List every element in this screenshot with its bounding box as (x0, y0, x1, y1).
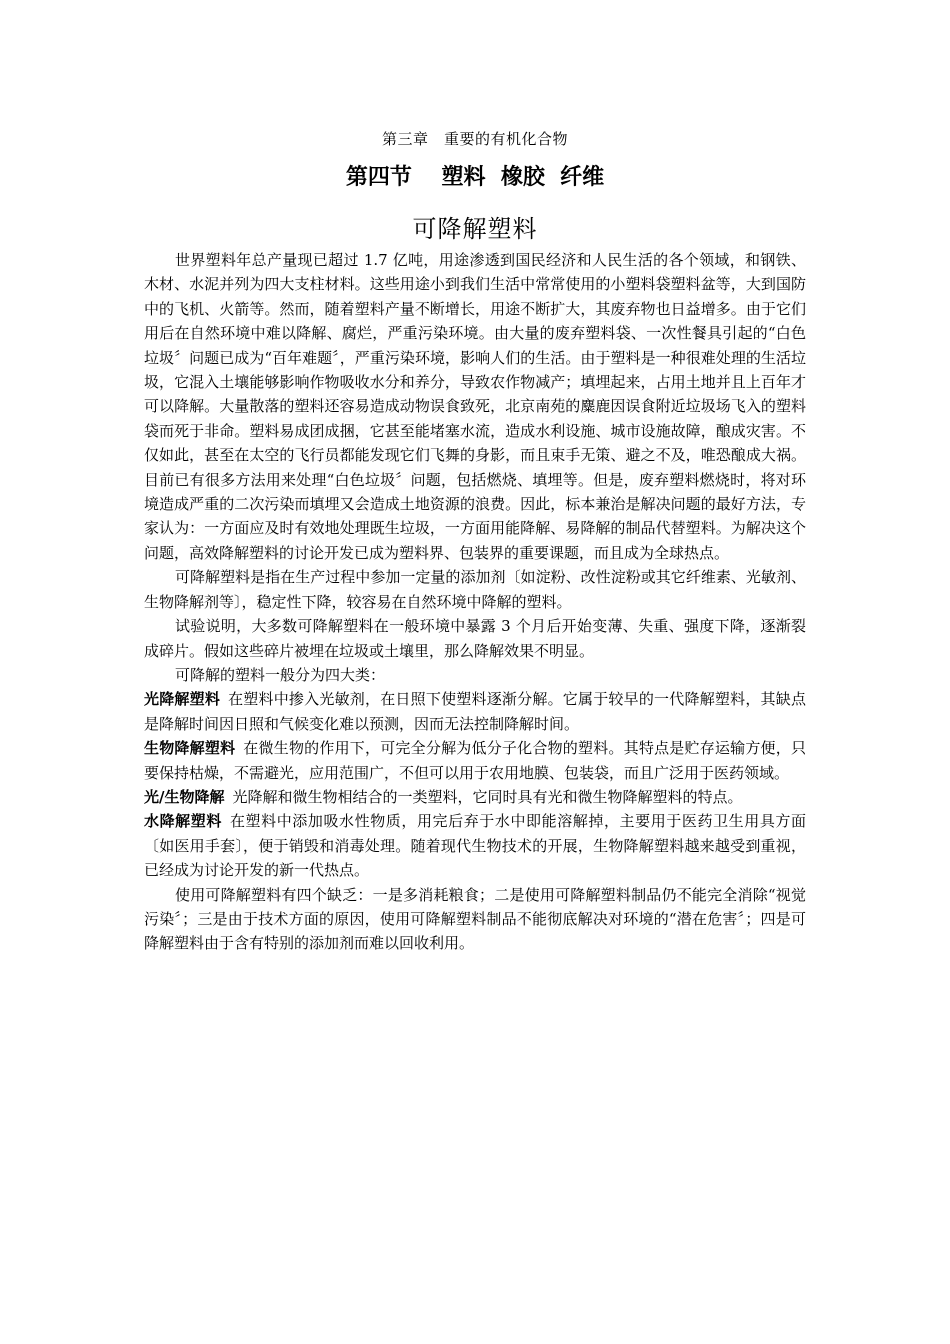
category-term: 水降解塑料 (144, 812, 222, 831)
category-water-degradable (144, 809, 806, 882)
categories-intro-paragraph: 可降解的塑料一般分为四大类： (175, 665, 386, 684)
category-photo-bio-degradable (144, 785, 806, 809)
article-body (144, 248, 806, 956)
chapter-heading: 第三章 重要的有机化合物 (381, 130, 568, 148)
category-text: 在塑料中添加吸水性物质，用完后弃于水中即能溶解掉，主要用于医药卫生用具方面〔如医用手套〕，便于销毁和消毒处理。随着现代生物技术的开展，生物降解塑料越来越受到重视，已经成为讨论开发的新一代热点。 (144, 812, 806, 880)
article-title: 可降解塑料 (412, 215, 538, 243)
intro-paragraph: 世界塑料年总产量现已超过 1.7 亿吨，用途渗透到国民经济和人民生活的各个领域，和钢铁、木材、水泥并列为四大支柱材料。这些用途小到我们生活中常常使用的小塑料袋塑料盆等，大到国防中的飞机、火箭等。然而，随着塑料产量不断增长，用途不断扩大，其废弃物也日益增多。由于它们用后在自然环境中难以降解、腐烂，严重污染环境。由大量的废弃塑料袋、一次性餐具引起的“白色垃圾〞问题已成为“百年难题〞，严重污染环境，影响人们的生活。由于塑料是一种很难处理的生活垃圾，它混入土壤能够影响作物吸收水分和养分，导致农作物减产；填埋起来，占用土地并且上百年才可以降解。大量散落的塑料还容易造成动物误食致死，北京南苑的麋鹿因误食附近垃圾场飞入的塑料袋而死于非命。塑料易成团成捆，它甚至能堵塞水流，造成水利设施、城市设施故障，酿成灾害。不仅如此，甚至在太空的飞行员都能发现它们飞舞的身影，而且束手无策、避之不及，唯恐酿成大祸。目前已有很多方法用来处理“白色垃圾〞问题，包括燃烧、填埋等。但是，废弃塑料燃烧时，将对环境造成严重的二次污染而填埋又会造成土地资源的浪费。因此，标本兼治是解决问题的最好方法，专家认为：一方面应及时有效地处理既生垃圾，一方面用能降解、易降解的制品代替塑料。为解决这个问题，高效降解塑料的讨论开发已成为塑料界、包装界的重要课题，而且成为全球热点。 (144, 251, 806, 562)
category-term: 生物降解塑料 (144, 739, 236, 758)
category-biodegradable (144, 736, 806, 785)
category-photodegradable (144, 687, 806, 736)
section-heading: 第四节 塑料 橡胶 纤维 (345, 165, 605, 190)
category-term: 光降解塑料 (144, 690, 221, 709)
category-text: 在微生物的作用下，可完全分解为低分子化合物的塑料。其特点是贮存运输方便，只要保持枯燥，不需避光，应用范围广，不但可以用于农用地膜、包装袋，而且广泛用于医药领域。 (144, 739, 806, 782)
closing-paragraph: 使用可降解塑料有四个缺乏：一是多消耗粮食；二是使用可降解塑料制品仍不能完全消除“视觉污染〞；三是由于技术方面的原因，使用可降解塑料制品不能彻底解决对环境的“潜在危害〞；四是可降解塑料由于含有特别的添加剂而难以回收利用。 (144, 885, 806, 953)
category-term: 光/生物降解 (144, 787, 225, 806)
experiment-paragraph: 试验说明，大多数可降解塑料在一般环境中暴露 3 个月后开始变薄、失重、强度下降，逐渐裂成碎片。假如这些碎片被埋在垃圾或土壤里，那么降解效果不明显。 (144, 617, 806, 660)
definition-paragraph: 可降解塑料是指在生产过程中参加一定量的添加剂〔如淀粉、改性淀粉或其它纤维素、光敏剂、生物降解剂等〕，稳定性下降，较容易在自然环境中降解的塑料。 (144, 568, 806, 611)
category-text: 光降解和微生物相结合的一类塑料，它同时具有光和微生物降解塑料的特点。 (232, 787, 743, 806)
category-text: 在塑料中掺入光敏剂，在日照下使塑料逐渐分解。它属于较早的一代降解塑料，其缺点是降解时间因日照和气候变化难以预测，因而无法控制降解时间。 (144, 690, 806, 733)
